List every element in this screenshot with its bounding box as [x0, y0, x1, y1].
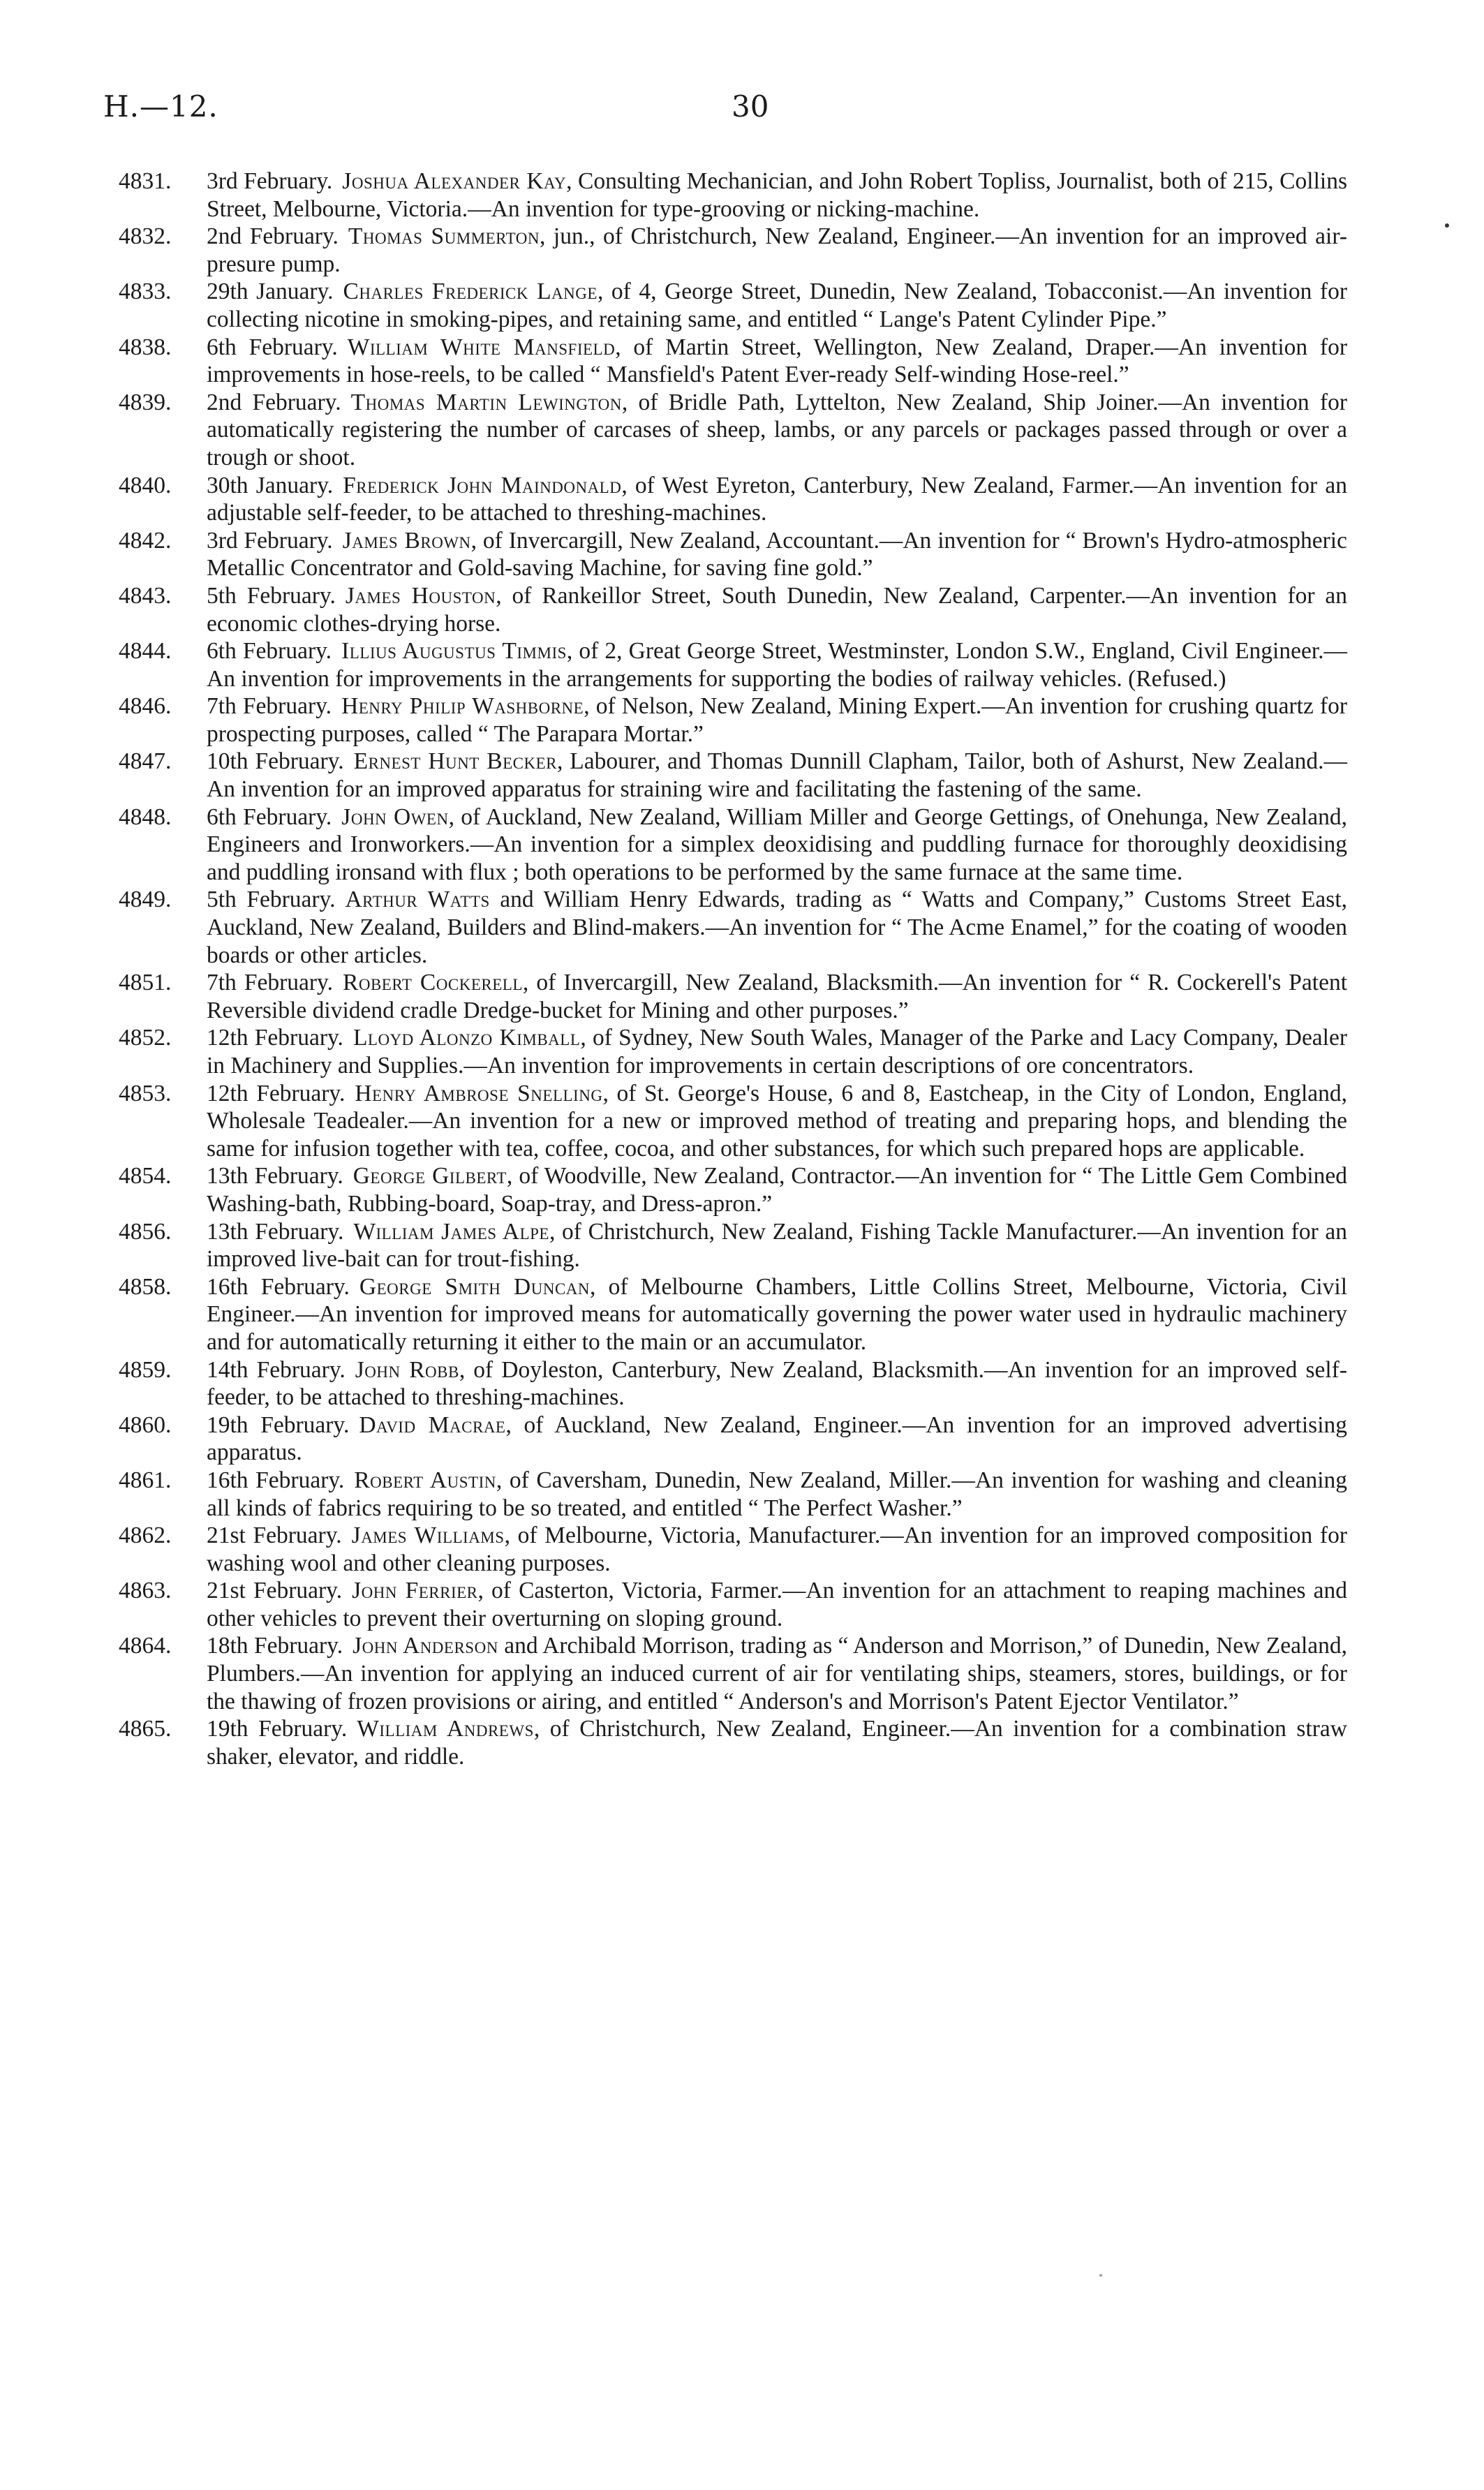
entry-description: , jun., of Christchurch, New Zealand, Engineer.—An invention for an improved air-presure pump. — [207, 223, 1347, 277]
entry-date: 2nd February. — [207, 389, 341, 415]
applicant-name: James Brown — [342, 527, 471, 554]
entry-number: 4859. — [119, 1356, 172, 1383]
entry-date: 30th January. — [207, 472, 334, 498]
entry-description: , of Casterton, Victoria, Farmer.—An invention for an attachment to reaping machines and other vehicles to prevent their overturning on sloping ground. — [207, 1578, 1347, 1631]
entry-date: 13th February. — [207, 1218, 344, 1245]
patent-entry — [119, 1273, 1347, 1356]
entry-description: , of Doyleston, Canterbury, New Zealand, Blacksmith.—An invention for an improved self-feeder, to be attached to threshing-machines. — [207, 1356, 1347, 1411]
entry-description: , of Nelson, New Zealand, Mining Expert.—An invention for crushing quartz for prospecting purposes, called “ The Parapara Mortar.” — [207, 693, 1347, 747]
entry-description: , of Melbourne Chambers, Little Collins Street, Melbourne, Victoria, Civil Engineer.—An invention for improved means for automatically governing the power water used in hydraulic machinery and for automatically returning it either to the main or an accumulator. — [207, 1273, 1348, 1355]
patent-entry — [119, 1522, 1347, 1577]
patent-entry — [119, 527, 1347, 582]
entry-description: , of West Eyreton, Canterbury, New Zealand, Farmer.—An invention for an adjustable self-feeder, to be attached to threshing-machines. — [207, 472, 1348, 526]
entry-number: 4853. — [119, 1080, 172, 1106]
patent-entry — [119, 472, 1347, 527]
entry-description: , of Martin Street, Wellington, New Zealand, Draper.—An invention for improvements in hose-reels, to be called “ Mansfield's Patent Ever-ready Self-winding Hose-reel.” — [207, 334, 1347, 388]
patent-entry — [119, 748, 1347, 803]
patent-entry — [119, 1411, 1347, 1467]
entry-description: , of Woodville, New Zealand, Contractor.—An invention for “ The Little Gem Combined Washing-bath, Rubbing-board, Soap-tray, and Dress-apron.” — [207, 1163, 1347, 1217]
patent-entry — [119, 1218, 1347, 1273]
entry-date: 21st February. — [207, 1522, 342, 1549]
entry-description: , of Bridle Path, Lyttelton, New Zealand, Ship Joiner.—An invention for automatically registering the number of carcases of sheep, lambs, or any parcels or packages passed through or over a trough or shoot. — [207, 389, 1347, 470]
patent-entry — [119, 1024, 1347, 1079]
entry-description: , Labourer, and Thomas Dunnill Clapham, Tailor, both of Ashurst, New Zealand.—An invention for an improved apparatus for straining wire and facilitating the fastening of the same. — [207, 748, 1348, 803]
patent-entry — [119, 168, 1347, 223]
applicant-name: George Smith Duncan — [359, 1273, 591, 1300]
entry-number: 4852. — [119, 1025, 172, 1051]
applicant-name: William White Mansfield — [347, 334, 616, 360]
patent-entry — [119, 1577, 1347, 1632]
entry-date: 3rd February. — [207, 527, 333, 554]
entry-date: 12th February. — [207, 1080, 346, 1106]
entry-description: , of Caversham, Dunedin, New Zealand, Miller.—An invention for washing and cleaning all kinds of fabrics requiring to be so treated, and entitled “ The Perfect Washer.” — [207, 1467, 1347, 1521]
patent-entry — [119, 692, 1347, 748]
entry-number: 4861. — [119, 1467, 172, 1493]
applicant-name: Thomas Summerton — [348, 223, 540, 250]
entry-number: 4865. — [119, 1716, 172, 1742]
applicant-name: Ernest Hunt Becker — [353, 748, 557, 775]
applicant-name: Joshua Alexander Kay — [342, 168, 567, 194]
entry-number: 4843. — [119, 582, 172, 609]
entry-description: , Consulting Mechanician, and John Robert Topliss, Journalist, both of 215, Collins Street, Melbourne, Victoria.—An invention for type-grooving or nicking-machine. — [207, 168, 1347, 222]
entry-date: 5th February. — [207, 582, 336, 609]
applicant-name: Frederick John Maindonald — [343, 472, 622, 498]
entry-description: and Archibald Morrison, trading as “ Anderson and Morrison,” of Dunedin, New Zealand, Plumbers.—An invention for applying an induced current of air for ventilating ships, steamers, stores, buildings, or for the thawing of frozen provisions or airing, and entitled “ Anderson's and Morrison's Patent Ejector Ventilator.” — [207, 1633, 1348, 1714]
entry-number: 4844. — [119, 638, 172, 665]
entry-date: 7th February. — [207, 970, 334, 996]
patent-entry — [119, 803, 1347, 887]
entry-number: 4851. — [119, 970, 172, 996]
entry-date: 16th February. — [207, 1467, 345, 1493]
entry-date: 14th February. — [207, 1356, 346, 1383]
applicant-name: James Houston — [345, 582, 496, 609]
entry-date: 5th February. — [207, 887, 336, 913]
applicant-name: Arthur Watts — [345, 887, 490, 913]
entry-date: 29th January. — [207, 279, 334, 305]
page-number: 30 — [732, 89, 769, 124]
patent-entry — [119, 1467, 1347, 1522]
entry-number: 4842. — [119, 527, 172, 554]
entry-number: 4847. — [119, 748, 172, 775]
entry-number: 4838. — [119, 334, 172, 360]
entry-description: and William Henry Edwards, trading as “ Watts and Company,” Customs Street East, Auckland, New Zealand, Builders and Blind-makers.—An invention for “ The Acme Enamel,” for the coating of wooden boards or other articles. — [207, 887, 1347, 968]
entry-date: 19th February. — [207, 1716, 348, 1742]
entry-description: , of St. George's House, 6 and 8, Eastcheap, in the City of London, England, Wholesale Teadealer.—An invention for a new or improved method of treating and preparing hops, and blending the same for infusion together with tea, coffee, cocoa, and other substances, for which such prepared hops are applicable. — [207, 1080, 1348, 1162]
entry-date: 18th February. — [207, 1633, 343, 1659]
entry-date: 7th February. — [207, 693, 332, 720]
entry-description: , of Invercargill, New Zealand, Blacksmith.—An invention for “ R. Cockerell's Patent Reversible dividend cradle Dredge-bucket for Mining and other purposes.” — [207, 970, 1348, 1023]
entry-description: , of Sydney, New South Wales, Manager of the Parke and Lacy Company, Dealer in Machinery and Supplies.—An invention for improvements in certain descriptions of ore concentrators. — [207, 1025, 1348, 1079]
entry-description: , of Melbourne, Victoria, Manufacturer.—An invention for an improved composition for washing wool and other cleaning purposes. — [207, 1522, 1347, 1576]
entry-description: , of Auckland, New Zealand, Engineer.—An invention for an improved advertising apparatus. — [207, 1411, 1347, 1466]
patent-entry — [119, 1715, 1347, 1770]
applicant-name: David Macrae — [359, 1411, 506, 1438]
applicant-name: Robert Cockerell — [343, 970, 523, 996]
patent-entry — [119, 223, 1347, 278]
entry-number: 4864. — [119, 1633, 172, 1659]
patent-entry — [119, 886, 1347, 969]
entry-number: 4863. — [119, 1578, 172, 1604]
applicant-name: Thomas Martin Lewington — [350, 389, 622, 415]
patent-entry — [119, 334, 1347, 389]
applicant-name: Charles Frederick Lange — [343, 279, 598, 305]
patent-entry — [119, 1632, 1347, 1715]
entry-number: 4840. — [119, 472, 172, 498]
entry-description: , of 4, George Street, Dunedin, New Zealand, Tobacconist.—An invention for collecting nicotine in smoking-pipes, and retaining same, and entitled “ Lange's Patent Cylinder Pipe.” — [207, 279, 1347, 332]
entry-date: 6th February. — [207, 334, 338, 360]
applicant-name: Lloyd Alonzo Kimball — [353, 1025, 581, 1051]
entry-number: 4862. — [119, 1522, 172, 1549]
patent-entry — [119, 1356, 1347, 1411]
entry-description: , of 2, Great George Street, Westminster, London S.W., England, Civil Engineer.—An invention for improvements in the arrangements for supporting the bodies of railway vehicles. (Refused.) — [207, 638, 1348, 692]
applicant-name: William Andrews — [357, 1716, 534, 1742]
applicant-name: James Williams — [351, 1522, 505, 1549]
patent-entries-list — [119, 168, 1347, 1770]
applicant-name: John Robb — [355, 1356, 459, 1383]
applicant-name: John Anderson — [353, 1633, 498, 1659]
patent-entry — [119, 582, 1347, 637]
entry-number: 4860. — [119, 1411, 172, 1438]
stray-mark — [1099, 2274, 1103, 2276]
entry-date: 13th February. — [207, 1163, 343, 1190]
entry-description: , of Christchurch, New Zealand, Fishing Tackle Manufacturer.—An invention for an improved live-bait can for trout-fishing. — [207, 1218, 1348, 1273]
patent-entry — [119, 637, 1347, 692]
applicant-name: Henry Philip Washborne — [341, 693, 584, 720]
document-reference: H.—12. — [103, 89, 218, 124]
entry-description: , of Invercargill, New Zealand, Accountant.—An invention for “ Brown's Hydro-atmospheric Metallic Concentrator and Gold-saving Machine, for saving fine gold.” — [207, 527, 1347, 581]
entry-date: 12th February. — [207, 1025, 343, 1051]
entry-date: 6th February. — [207, 638, 332, 665]
entry-number: 4833. — [119, 279, 172, 305]
applicant-name: John Ferrier — [352, 1578, 478, 1604]
applicant-name: William James Alpe — [353, 1218, 549, 1245]
entry-date: 16th February. — [207, 1273, 350, 1300]
patent-entry — [119, 389, 1347, 472]
applicant-name: Illius Augustus Timmis — [341, 638, 567, 665]
patent-entry — [119, 969, 1347, 1024]
entry-number: 4849. — [119, 887, 172, 913]
entry-number: 4856. — [119, 1218, 172, 1245]
entry-description: , of Auckland, New Zealand, William Miller and George Gettings, of Onehunga, New Zealand, Engineers and Ironworkers.—An invention for a simplex deoxidising and puddling furnace for thoroughly deoxidising and puddling ironsand with flux ; both operations to be performed by the same furnace at the same time. — [207, 803, 1347, 885]
patent-entry — [119, 1162, 1347, 1217]
entry-number: 4832. — [119, 223, 172, 250]
entry-date: 19th February. — [207, 1411, 350, 1438]
entry-date: 2nd February. — [207, 223, 339, 250]
entry-number: 4848. — [119, 803, 172, 830]
entry-number: 4831. — [119, 168, 172, 194]
entry-description: , of Rankeillor Street, South Dunedin, New Zealand, Carpenter.—An invention for an economic clothes-drying horse. — [207, 582, 1348, 637]
applicant-name: Robert Austin — [354, 1467, 496, 1493]
applicant-name: George Gilbert — [353, 1163, 507, 1190]
entry-number: 4858. — [119, 1273, 172, 1300]
entry-number: 4839. — [119, 389, 172, 415]
patent-entry — [119, 278, 1347, 333]
entry-number: 4854. — [119, 1163, 172, 1190]
applicant-name: Henry Ambrose Snelling — [355, 1080, 603, 1106]
entry-date: 6th February. — [207, 803, 332, 830]
applicant-name: John Owen — [341, 803, 449, 830]
entry-date: 10th February. — [207, 748, 344, 775]
entry-date: 21st February. — [207, 1578, 343, 1604]
entry-description: , of Christchurch, New Zealand, Engineer.—An invention for a combination straw shaker, elevator, and riddle. — [207, 1716, 1347, 1770]
page-header — [103, 89, 1381, 131]
patent-entry — [119, 1080, 1347, 1163]
margin-speck — [1445, 223, 1449, 228]
entry-number: 4846. — [119, 693, 172, 720]
entry-date: 3rd February. — [207, 168, 333, 194]
